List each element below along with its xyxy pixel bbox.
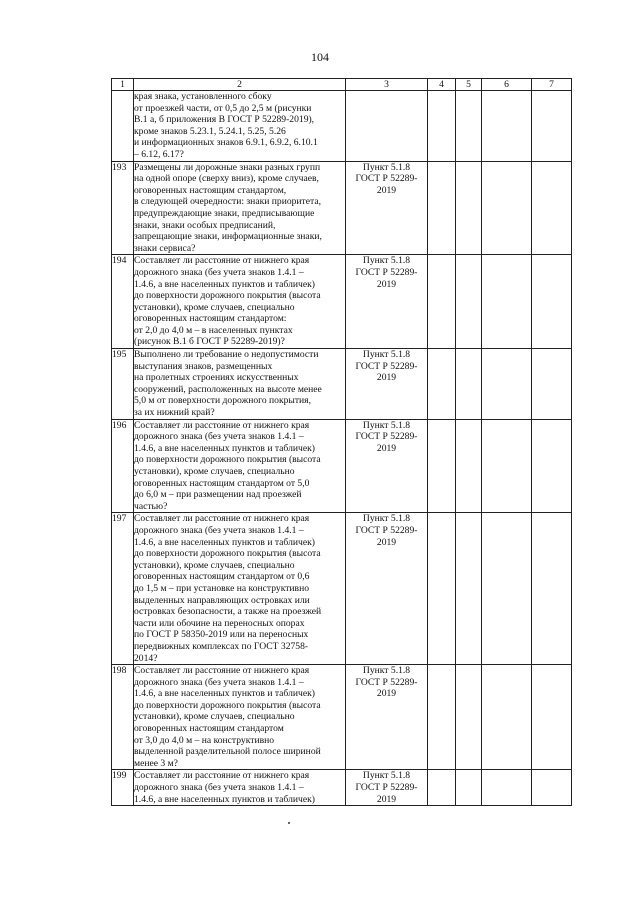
reference-cell [346,91,428,162]
question-line: до поверхности дорожного покрытия (высота [134,548,321,560]
row-number: 199 [112,770,134,806]
reference-line: Пункт 5.1.8 [362,513,411,525]
empty-cell-col-5 [456,513,482,665]
question-line: передвижных комплексах по ГОСТ 32758- [134,640,309,652]
checklist-table [111,78,572,806]
row-number: 197 [112,513,134,665]
empty-cell-col-4 [428,349,456,420]
question-line: оговоренных настоящим стандартом [134,723,284,735]
empty-cell-col-4 [428,513,456,665]
question-line: от 2,0 до 4,0 м – в населенных пунктах [134,324,293,336]
table-row [112,161,572,255]
question-line: Составляет ли расстояние от нижнего края [134,255,310,267]
question-line: кроме знаков 5.23.1, 5.24.1, 5.25, 5.26 [134,125,286,137]
table-row [112,665,572,770]
empty-cell-col-4 [428,419,456,513]
question-line: дорожного знака (без учета знаков 1.4.1 – [134,676,304,688]
question-line: запрещающие знаки, информационные знаки, [134,231,322,243]
row-number: 198 [112,665,134,770]
reference-line: 2019 [376,184,397,196]
empty-cell-col-7 [532,665,572,770]
question-line: выделенных направляющих островках или [134,594,310,606]
question-line: дорожного знака (без учета знаков 1.4.1 – [134,431,304,443]
reference-line: ГОСТ Р 52289- [355,360,418,372]
question-line: оговоренных настоящим стандартом от 5,0 [134,477,310,489]
header-col-4: 4 [428,79,456,91]
question-line: Выполнено ли требование о недопустимости [134,349,319,361]
empty-cell-col-7 [532,91,572,162]
header-col-3: 3 [346,79,428,91]
reference-line: 2019 [376,688,397,700]
question-line: по ГОСТ Р 58350-2019 или на переносных [134,629,309,641]
empty-cell-col-4 [428,770,456,806]
question-line: Составляет ли расстояние от нижнего края [134,419,310,431]
header-col-5: 5 [456,79,482,91]
empty-cell-col-6 [482,255,532,349]
table-row [112,419,572,513]
question-line: 1.4.6, а вне населенных пунктов и табличек) [134,442,315,454]
reference-cell [346,665,428,770]
empty-cell-col-7 [532,770,572,806]
header-col-6: 6 [482,79,532,91]
question-line: установки), кроме случаев, специально [134,559,295,571]
question-line: 2014? [134,652,158,664]
question-line: 5,0 м от поверхности дорожного покрытия, [134,395,311,407]
empty-cell-col-4 [428,161,456,255]
empty-cell-col-7 [532,513,572,665]
question-cell [134,161,346,255]
question-line: частью? [134,500,168,512]
question-line: 1.4.6, а вне населенных пунктов и табличек) [134,688,315,700]
question-cell [134,770,346,806]
reference-cell [346,419,428,513]
header-col-2: 2 [134,79,346,91]
empty-cell-col-6 [482,513,532,665]
reference-line: Пункт 5.1.8 [362,419,411,431]
question-line: до 6,0 м – при размещении над проезжей [134,489,302,501]
row-number: 193 [112,161,134,255]
empty-cell-col-5 [456,665,482,770]
scan-speck [288,822,290,824]
reference-cell [346,349,428,420]
empty-cell-col-4 [428,255,456,349]
question-line: оговоренных настоящим стандартом: [134,313,287,325]
question-line: менее 3 м? [134,757,178,769]
question-line: сооружений, расположенных на высоте менее [134,383,322,395]
question-line: в следующей очередности: знаки приоритета, [134,196,321,208]
question-cell [134,665,346,770]
question-line: оговоренных настоящим стандартом от 0,6 [134,571,310,583]
question-line: – 6.12, 6.17? [134,148,184,160]
question-line: выступания знаков, размещенных [134,360,273,372]
question-line: выделенной разделительной полосе шириной [134,746,321,758]
question-line: от проезжей части, от 0,5 до 2,5 м (рисунки [134,102,312,114]
question-line: части или обочине на переносных опорах [134,617,305,629]
question-line: Размещены ли дорожные знаки разных групп [134,161,321,173]
empty-cell-col-7 [532,255,572,349]
reference-cell [346,770,428,806]
question-line: Составляет ли расстояние от нижнего края [134,770,310,782]
row-number: 195 [112,349,134,420]
question-line: дорожного знака (без учета знаков 1.4.1 – [134,524,304,536]
reference-cell [346,255,428,349]
question-line: установки), кроме случаев, специально [134,466,295,477]
table-row [112,770,572,806]
empty-cell-col-7 [532,419,572,513]
row-number: 194 [112,255,134,349]
question-line: дорожного знака (без учета знаков 1.4.1 – [134,266,304,278]
question-line: до 1,5 м – при установке на конструктивно [134,582,310,594]
question-line: 1.4.6, а вне населенных пунктов и табличек) [134,793,315,805]
reference-line: Пункт 5.1.8 [362,665,411,677]
question-line: до поверхности дорожного покрытия (высота [134,454,321,466]
question-line: дорожного знака (без учета знаков 1.4.1 – [134,782,304,794]
question-line: знаки сервиса? [134,242,196,254]
question-line: до поверхности дорожного покрытия (высота [134,699,321,711]
question-cell [134,91,346,162]
empty-cell-col-6 [482,349,532,420]
question-cell [134,513,346,665]
row-number: 196 [112,419,134,513]
empty-cell-col-6 [482,91,532,162]
question-line: (рисунок В.1 б ГОСТ Р 52289-2019)? [134,336,285,348]
reference-line: ГОСТ Р 52289- [355,266,418,278]
reference-line: 2019 [376,442,397,454]
reference-cell [346,513,428,665]
question-line: знаки, знаки особых предписаний, [134,219,276,231]
header-row [112,79,572,91]
question-line: В.1 а, б приложения В ГОСТ Р 52289-2019), [134,114,315,126]
question-cell [134,349,346,420]
header-col-7: 7 [532,79,572,91]
question-line: до поверхности дорожного покрытия (высота [134,290,321,302]
table-row [112,255,572,349]
empty-cell-col-5 [456,419,482,513]
reference-line: ГОСТ Р 52289- [355,782,418,794]
question-line: от 3,0 до 4,0 м – на конструктивно [134,734,275,746]
question-line: оговоренных настоящим стандартом, [134,184,287,196]
question-line: установки), кроме случаев, специально [134,301,295,313]
header-col-1: 1 [112,79,134,91]
empty-cell-col-5 [456,91,482,162]
reference-line: Пункт 5.1.8 [362,255,411,267]
question-line: 1.4.6, а вне населенных пунктов и табличек) [134,536,315,548]
question-line: Составляет ли расстояние от нижнего края [134,665,310,677]
reference-line: ГОСТ Р 52289- [355,676,418,688]
empty-cell-col-5 [456,770,482,806]
question-line: и информационных знаков 6.9.1, 6.9.2, 6.10.1 [134,137,318,149]
empty-cell-col-4 [428,91,456,162]
empty-cell-col-6 [482,419,532,513]
question-line: на пролетных строениях искусственных [134,372,299,384]
empty-cell-col-5 [456,161,482,255]
reference-line: Пункт 5.1.8 [362,161,411,173]
table-row [112,349,572,420]
question-line: 1.4.6, а вне населенных пунктов и табличек) [134,278,315,290]
reference-line: ГОСТ Р 52289- [355,524,418,536]
question-cell [134,255,346,349]
empty-cell-col-7 [532,349,572,420]
question-line: края знака, установленного сбоку [134,91,272,102]
table-row [112,513,572,665]
empty-cell-col-4 [428,665,456,770]
reference-line: 2019 [376,536,397,548]
empty-cell-col-6 [482,770,532,806]
reference-line: 2019 [376,278,397,290]
table-row [112,91,572,162]
question-line: островках безопасности, а также на проезжей [134,606,322,618]
question-cell [134,419,346,513]
reference-line: Пункт 5.1.8 [362,349,411,361]
reference-cell [346,161,428,255]
empty-cell-col-5 [456,255,482,349]
empty-cell-col-6 [482,665,532,770]
empty-cell-col-6 [482,161,532,255]
reference-line: ГОСТ Р 52289- [355,431,418,443]
question-line: установки), кроме случаев, специально [134,711,295,723]
empty-cell-col-7 [532,161,572,255]
question-line: предупреждающие знаки, предписывающие [134,207,315,219]
empty-cell-col-5 [456,349,482,420]
question-line: Составляет ли расстояние от нижнего края [134,513,310,525]
question-line: за их нижний край? [134,407,215,419]
reference-line: 2019 [376,793,397,805]
page-number: 104 [311,50,329,64]
reference-line: Пункт 5.1.8 [362,770,411,782]
reference-line: ГОСТ Р 52289- [355,173,418,185]
reference-line: 2019 [376,372,397,384]
row-number [112,91,134,162]
question-line: на одной опоре (сверху вниз), кроме случаев, [134,173,319,185]
